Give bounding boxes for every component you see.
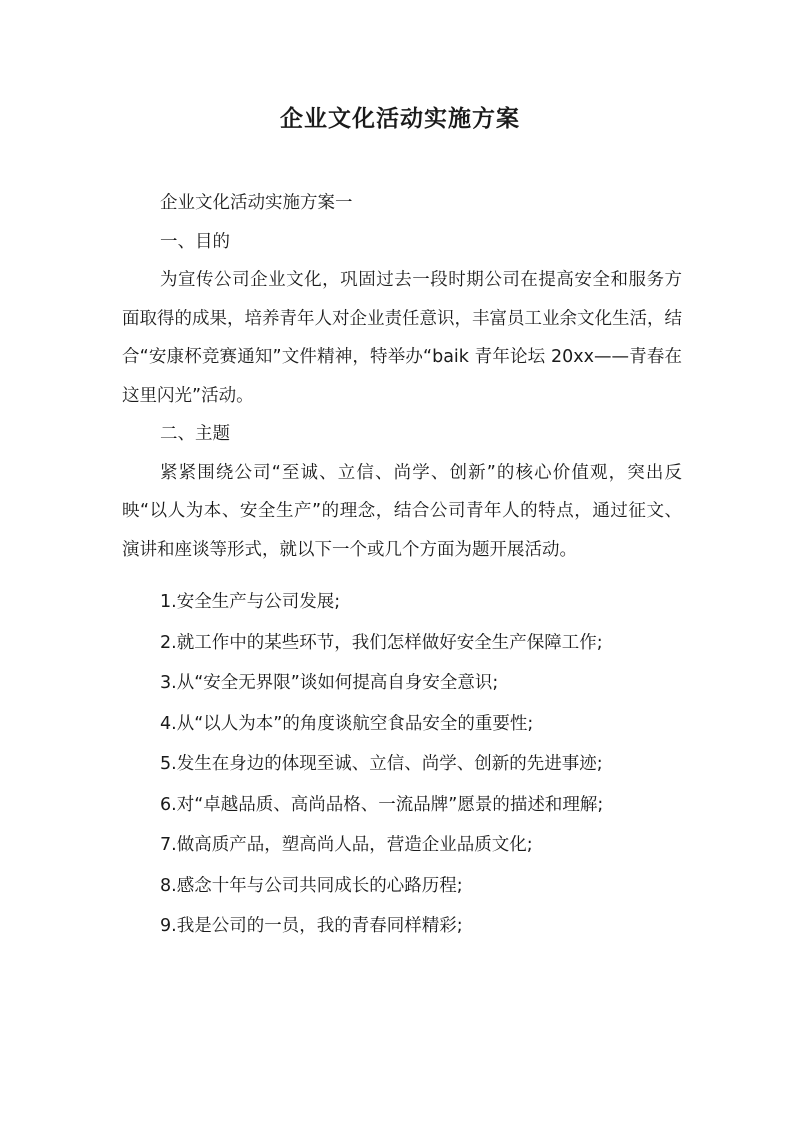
document-subtitle: 企业文化活动实施方案一 <box>160 193 353 213</box>
topic-item: 5.发生在身边的体现至诚、立信、尚学、创新的先进事迹; <box>160 754 603 774</box>
topic-item: 4.从“以人为本”的角度谈航空食品安全的重要性; <box>160 713 534 734</box>
section1-heading: 一、目的 <box>160 231 230 252</box>
document-title: 企业文化活动实施方案 <box>280 106 520 132</box>
topic-item: 1.安全生产与公司发展; <box>160 592 341 612</box>
topic-item: 6.对“卓越品质、高尚品格、一流品牌”愿景的描述和理解; <box>160 794 604 815</box>
section2-paragraph: 紧紧围绕公司“至诚、立信、尚学、创新”的核心价值观，突出反映“以人为本、安全生产”的理念，结合公司青年人的特点，通过征文、演讲和座谈等形式，就以下一个或几个方面为题开展活动。 <box>122 462 682 560</box>
topic-item: 3.从“安全无界限”谈如何提高自身安全意识; <box>160 673 499 693</box>
topic-item: 2.就工作中的某些环节，我们怎样做好安全生产保障工作; <box>160 632 603 653</box>
section2-heading: 二、主题 <box>160 424 230 444</box>
document-body <box>122 184 682 948</box>
topic-item: 8.感念十年与公司共同成长的心路历程; <box>160 875 463 896</box>
section1-paragraph: 为宣传公司企业文化，巩固过去一段时期公司在提高安全和服务方面取得的成果，培养青年人对企业责任意识，丰富员工业余文化生活，结合“安康杯竞赛通知”文件精神，特举办“baik 青年论坛 20xx——青春在这里闪光”活动。 <box>122 270 682 406</box>
topic-item: 9.我是公司的一员，我的青春同样精彩; <box>160 916 463 936</box>
topic-item: 7.做高质产品，塑高尚人品，营造企业品质文化; <box>160 835 533 855</box>
